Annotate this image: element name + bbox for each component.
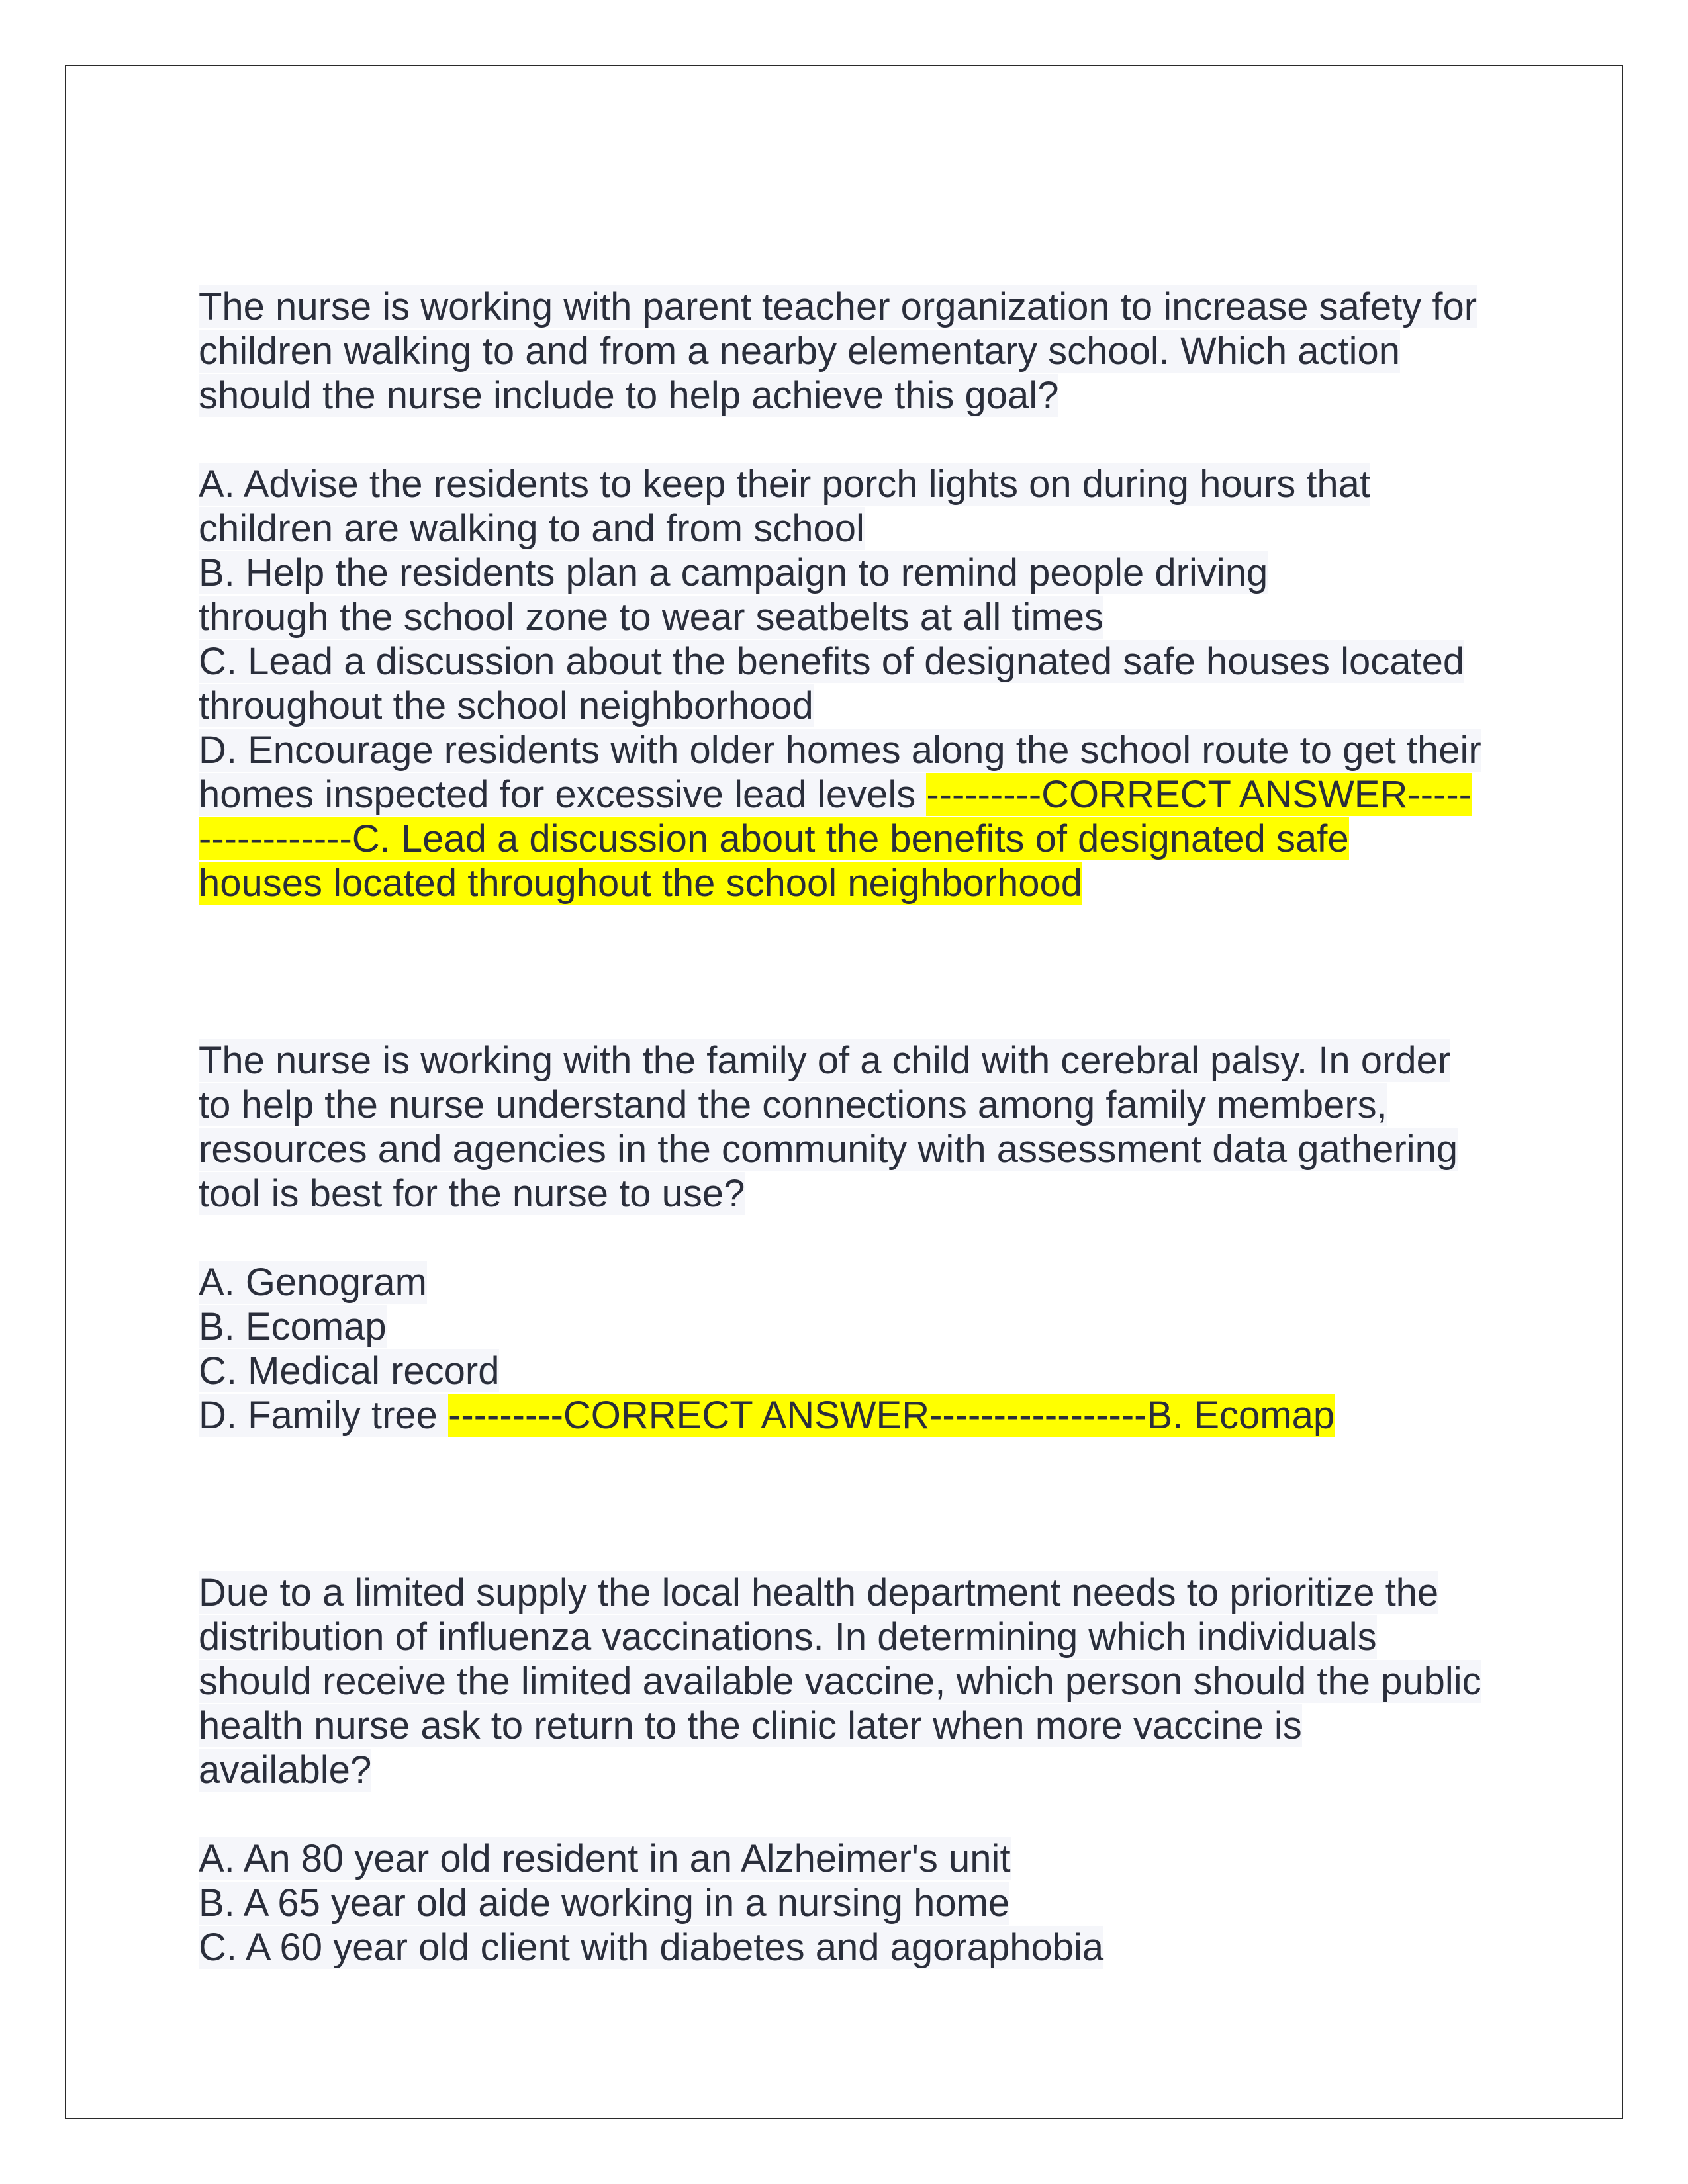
- question-1-option-line: through the school zone to wear seatbelts at all times: [199, 596, 1103, 639]
- question-3-stem-line: health nurse ask to return to the clinic later when more vaccine is: [199, 1704, 1302, 1747]
- document-content: [199, 285, 1496, 1970]
- question-1-last-option-line: homes inspected for excessive lead levels ---------CORRECT ANSWER-----: [199, 773, 1472, 816]
- question-1-option-line: children are walking to and from school: [199, 507, 865, 550]
- question-1-stem-line: should the nurse include to help achieve this goal?: [199, 374, 1059, 417]
- question-1-option-line: B. Help the residents plan a campaign to remind people driving: [199, 551, 1268, 594]
- question-1-option-line: A. Advise the residents to keep their porch lights on during hours that: [199, 463, 1371, 506]
- question-2-option-line: A. Genogram: [199, 1261, 427, 1304]
- question-2-last-option-line: D. Family tree ---------CORRECT ANSWER-----------------B. Ecomap: [199, 1394, 1335, 1437]
- question-2-stem-line: The nurse is working with the family of a child with cerebral palsy. In order: [199, 1039, 1451, 1082]
- question-3-stem-line: distribution of influenza vaccinations. In determining which individuals: [199, 1615, 1377, 1659]
- question-3-stem-line: Due to a limited supply the local health department needs to prioritize the: [199, 1571, 1439, 1614]
- question-1-stem-line: children walking to and from a nearby elementary school. Which action: [199, 330, 1401, 373]
- question-2-stem-line: resources and agencies in the community with assessment data gathering: [199, 1128, 1458, 1171]
- question-3-stem-line: available?: [199, 1749, 372, 1792]
- question-1-answer-line: ------------C. Lead a discussion about the benefits of designated safe: [199, 817, 1349, 860]
- question-3-stem-line: should receive the limited available vaccine, which person should the public: [199, 1660, 1481, 1703]
- question-3-option-line: A. An 80 year old resident in an Alzheimer's unit: [199, 1837, 1011, 1880]
- question-3-option-line: C. A 60 year old client with diabetes and agoraphobia: [199, 1926, 1104, 1969]
- question-2-option-line: B. Ecomap: [199, 1305, 387, 1348]
- question-1-option-line: C. Lead a discussion about the benefits of designated safe houses located: [199, 640, 1465, 683]
- question-3: [199, 1570, 1496, 1970]
- question-2-stem-line: tool is best for the nurse to use?: [199, 1172, 745, 1215]
- question-2: [199, 1038, 1496, 1437]
- question-1-option-line: D. Encourage residents with older homes along the school route to get their: [199, 729, 1481, 772]
- question-2-stem-line: to help the nurse understand the connections among family members,: [199, 1083, 1387, 1126]
- question-1-answer-line: houses located throughout the school neighborhood: [199, 862, 1083, 905]
- question-2-option-line: C. Medical record: [199, 1349, 500, 1392]
- question-1-option-line: throughout the school neighborhood: [199, 684, 814, 727]
- question-1: [199, 285, 1496, 905]
- question-1-answer-highlight: ---------CORRECT ANSWER-----: [926, 773, 1472, 816]
- question-2-answer-highlight: ---------CORRECT ANSWER-----------------B. Ecomap: [448, 1394, 1335, 1437]
- question-1-stem-line: The nurse is working with parent teacher organization to increase safety for: [199, 285, 1477, 328]
- question-3-option-line: B. A 65 year old aide working in a nursing home: [199, 1882, 1010, 1925]
